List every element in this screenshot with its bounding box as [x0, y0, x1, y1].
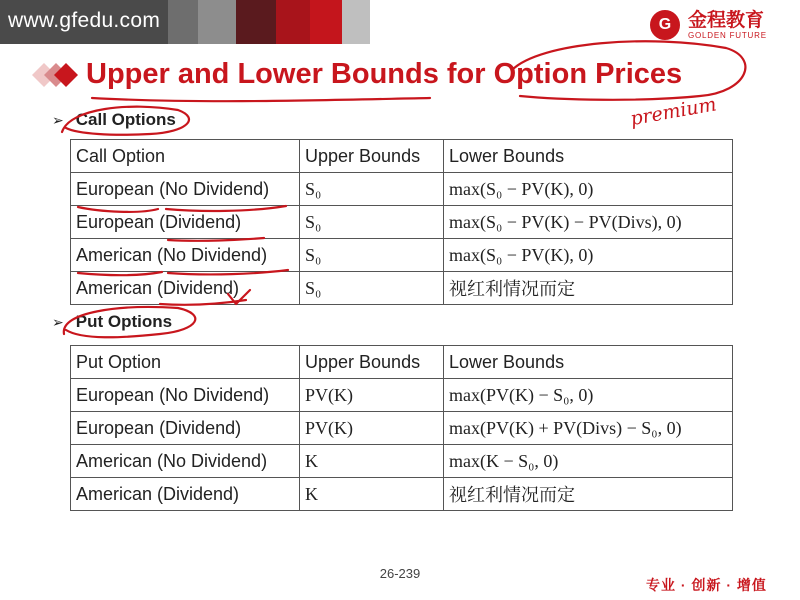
- option-type-cell: American (Dividend): [71, 478, 300, 511]
- option-type-cell: European (Dividend): [71, 412, 300, 445]
- table-header-row: [71, 140, 733, 173]
- upper-bound-cell: S₀: [300, 206, 444, 239]
- page-number: 26-239: [379, 566, 421, 581]
- option-type-cell: European (No Dividend): [71, 173, 300, 206]
- put-options-label: Put Options: [75, 312, 173, 331]
- table-header-cell: Upper Bounds: [300, 140, 444, 173]
- table-header-row: [71, 346, 733, 379]
- call-options-table: [70, 139, 733, 305]
- table-header-cell: Lower Bounds: [444, 346, 733, 379]
- header-band-segment: [168, 0, 198, 44]
- logo-seal-icon: G: [648, 8, 682, 42]
- title-diamond-icon: [24, 58, 80, 92]
- logo-chinese-name: 金程教育: [688, 9, 765, 31]
- table-header-cell: Upper Bounds: [300, 346, 444, 379]
- option-type-cell: American (No Dividend): [71, 239, 300, 272]
- lower-bound-cell: 视红利情况而定: [444, 272, 733, 305]
- header-band-segment: [310, 0, 342, 44]
- upper-bound-cell: PV(K): [300, 379, 444, 412]
- footer-slogan: 专业 · 创新 · 增值: [646, 577, 767, 593]
- put-options-heading: [52, 312, 172, 332]
- table-header-cell: Call Option: [71, 140, 300, 173]
- lower-bound-cell: max(S₀ − PV(K) − PV(Divs), 0): [444, 206, 733, 239]
- upper-bound-cell: PV(K): [300, 412, 444, 445]
- option-type-cell: American (No Dividend): [71, 445, 300, 478]
- bullet-arrow-icon: ➢: [52, 313, 64, 330]
- logo-english-name: GOLDEN FUTURE: [688, 30, 767, 40]
- header-band-segment: [342, 0, 370, 44]
- lower-bound-cell: max(S₀ − PV(K), 0): [444, 173, 733, 206]
- table-row: [71, 445, 733, 478]
- upper-bound-cell: K: [300, 445, 444, 478]
- put-options-table: [70, 345, 733, 511]
- lower-bound-cell: max(S₀ − PV(K), 0): [444, 239, 733, 272]
- site-url: www.gfedu.com: [8, 9, 161, 32]
- bullet-arrow-icon: ➢: [52, 111, 64, 128]
- upper-bound-cell: K: [300, 478, 444, 511]
- call-options-heading: [52, 110, 176, 130]
- lower-bound-cell: 视红利情况而定: [444, 478, 733, 511]
- logo-text: [688, 11, 767, 40]
- table-header-cell: Lower Bounds: [444, 140, 733, 173]
- header-band-segment: [236, 0, 276, 44]
- lower-bound-cell: max(PV(K) + PV(Divs) − S₀, 0): [444, 412, 733, 445]
- option-type-cell: European (No Dividend): [71, 379, 300, 412]
- lower-bound-cell: max(PV(K) − S₀, 0): [444, 379, 733, 412]
- call-options-label: Call Options: [75, 110, 176, 129]
- company-logo: [648, 8, 767, 42]
- table-row: [71, 478, 733, 511]
- table-header-cell: Put Option: [71, 346, 300, 379]
- premium-handwritten-note: premium: [628, 93, 719, 131]
- header-band-segment: [198, 0, 236, 44]
- table-row: [71, 239, 733, 272]
- table-row: [71, 272, 733, 305]
- upper-bound-cell: S₀: [300, 173, 444, 206]
- header-band-segment: [276, 0, 310, 44]
- table-row: [71, 173, 733, 206]
- upper-bound-cell: S₀: [300, 239, 444, 272]
- upper-bound-cell: S₀: [300, 272, 444, 305]
- table-row: [71, 379, 733, 412]
- page-title: Upper and Lower Bounds for Option Prices: [86, 58, 683, 90]
- table-row: [71, 206, 733, 239]
- option-type-cell: American (Dividend): [71, 272, 300, 305]
- title-underline-stroke: [92, 98, 430, 101]
- table-row: [71, 412, 733, 445]
- lower-bound-cell: max(K − S₀, 0): [444, 445, 733, 478]
- option-type-cell: European (Dividend): [71, 206, 300, 239]
